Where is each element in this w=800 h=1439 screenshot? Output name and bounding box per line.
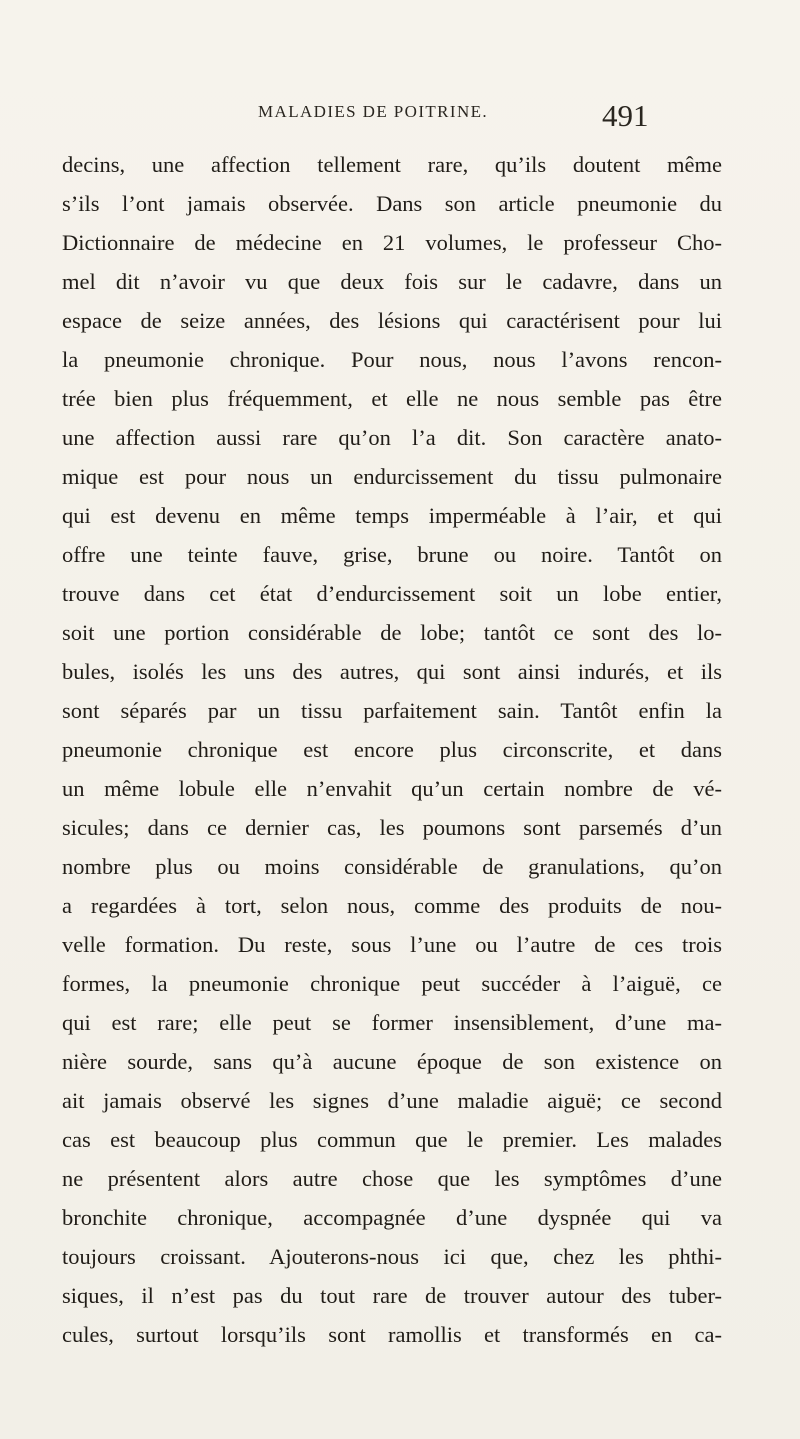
text-line: qui est rare; elle peut se former insensiblement, d’une ma- — [62, 1010, 722, 1035]
text-line: a regardées à tort, selon nous, comme des produits de nou- — [62, 893, 722, 918]
text-line: toujours croissant. Ajouterons-nous ici que, chez les phthi- — [62, 1244, 722, 1269]
text-line: pneumonie chronique est encore plus circonscrite, et dans — [62, 737, 722, 762]
text-line: ne présentent alors autre chose que les symptômes d’une — [62, 1166, 722, 1191]
text-line: nombre plus ou moins considérable de granulations, qu’on — [62, 854, 722, 879]
text-line: sont séparés par un tissu parfaitement sain. Tantôt enfin la — [62, 698, 722, 723]
page-number: 491 — [602, 98, 649, 133]
text-line: la pneumonie chronique. Pour nous, nous l’avons rencon- — [62, 347, 722, 372]
page-header — [0, 98, 800, 138]
text-line: cas est beaucoup plus commun que le premier. Les malades — [62, 1127, 722, 1152]
body-text — [62, 145, 722, 1354]
text-line: mique est pour nous un endurcissement du tissu pulmonaire — [62, 464, 722, 489]
text-line: trée bien plus fréquemment, et elle ne nous semble pas être — [62, 386, 722, 411]
text-line: nière sourde, sans qu’à aucune époque de son existence on — [62, 1049, 722, 1074]
text-line: cules, surtout lorsqu’ils sont ramollis et transformés en ca- — [62, 1322, 722, 1347]
text-line: soit une portion considérable de lobe; tantôt ce sont des lo- — [62, 620, 722, 645]
text-line: s’ils l’ont jamais observée. Dans son article pneumonie du — [62, 191, 722, 216]
running-title: MALADIES DE POITRINE. — [258, 102, 489, 121]
text-line: formes, la pneumonie chronique peut succéder à l’aiguë, ce — [62, 971, 722, 996]
text-line: offre une teinte fauve, grise, brune ou noire. Tantôt on — [62, 542, 722, 567]
text-line: decins, une affection tellement rare, qu’ils doutent même — [62, 152, 722, 177]
text-line: velle formation. Du reste, sous l’une ou l’autre de ces trois — [62, 932, 722, 957]
text-line: une affection aussi rare qu’on l’a dit. Son caractère anato- — [62, 425, 722, 450]
text-line: qui est devenu en même temps imperméable à l’air, et qui — [62, 503, 722, 528]
text-line: ait jamais observé les signes d’une maladie aiguë; ce second — [62, 1088, 722, 1113]
text-line: trouve dans cet état d’endurcissement soit un lobe entier, — [62, 581, 722, 606]
text-line: mel dit n’avoir vu que deux fois sur le cadavre, dans un — [62, 269, 722, 294]
text-line: sicules; dans ce dernier cas, les poumons sont parsemés d’un — [62, 815, 722, 840]
text-line: espace de seize années, des lésions qui caractérisent pour lui — [62, 308, 722, 333]
text-line: siques, il n’est pas du tout rare de trouver autour des tuber- — [62, 1283, 722, 1308]
text-line: un même lobule elle n’envahit qu’un certain nombre de vé- — [62, 776, 722, 801]
text-line: bronchite chronique, accompagnée d’une dyspnée qui va — [62, 1205, 722, 1230]
text-line: bules, isolés les uns des autres, qui sont ainsi indurés, et ils — [62, 659, 722, 684]
text-line: Dictionnaire de médecine en 21 volumes, le professeur Cho- — [62, 230, 722, 255]
